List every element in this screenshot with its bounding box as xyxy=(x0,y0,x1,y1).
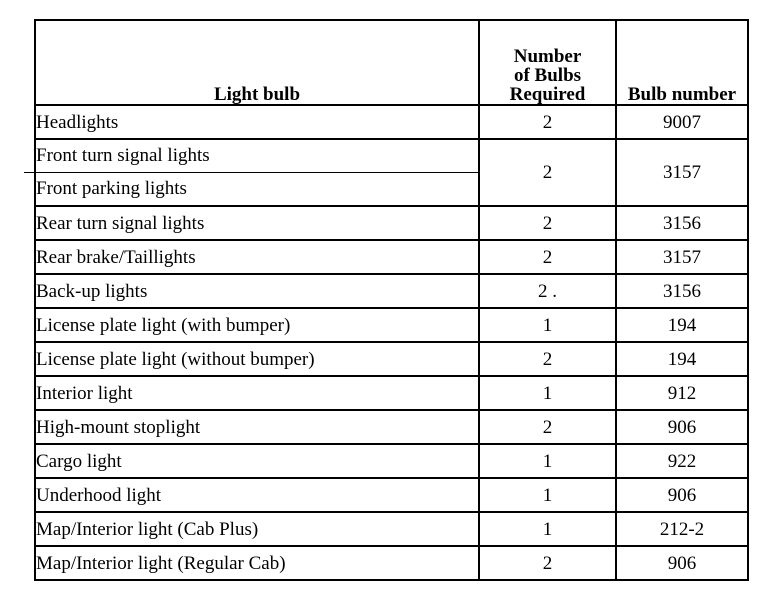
table-row xyxy=(35,444,748,478)
row-bulb-number: 906 xyxy=(616,546,748,580)
row-bulb-number: 194 xyxy=(616,308,748,342)
row-bulb-count: 1 xyxy=(479,512,616,546)
table-row xyxy=(35,410,748,444)
bulb-table xyxy=(34,19,749,581)
row-bulb-number: 3157 xyxy=(616,240,748,274)
row-bulb-count: 1 xyxy=(479,376,616,410)
table-row xyxy=(35,274,748,308)
row-bulb-count: 2 . xyxy=(479,274,616,308)
header-count-line3: Required xyxy=(509,84,586,105)
row-bulb-number: 9007 xyxy=(616,105,748,139)
row-bulb-count: 2 xyxy=(479,206,616,240)
table-row xyxy=(35,478,748,512)
row-light-name: Back-up lights xyxy=(35,274,479,308)
row-light-name: High-mount stoplight xyxy=(35,410,479,444)
table-row xyxy=(35,512,748,546)
row-light-name-merged xyxy=(35,139,479,206)
row-bulb-count: 1 xyxy=(479,478,616,512)
table-row xyxy=(35,240,748,274)
row-bulb-count: 2 xyxy=(479,342,616,376)
row-light-name: Map/Interior light (Cab Plus) xyxy=(35,512,479,546)
row-bulb-number: 212-2 xyxy=(616,512,748,546)
row-bulb-count: 1 xyxy=(479,308,616,342)
table-row xyxy=(35,342,748,376)
row-light-name: Map/Interior light (Regular Cab) xyxy=(35,546,479,580)
row-light-name: Front parking lights xyxy=(24,172,478,205)
header-light-bulb: Light bulb xyxy=(35,20,479,105)
row-bulb-count: 1 xyxy=(479,444,616,478)
table-row xyxy=(35,376,748,410)
row-light-name: License plate light (without bumper) xyxy=(35,342,479,376)
header-row xyxy=(35,20,748,105)
row-light-name: Front turn signal lights xyxy=(36,145,210,166)
table-row xyxy=(35,308,748,342)
row-bulb-count: 2 xyxy=(479,410,616,444)
row-bulb-count: 2 xyxy=(479,105,616,139)
row-bulb-count: 2 xyxy=(479,546,616,580)
row-bulb-number: 3157 xyxy=(616,139,748,206)
header-bulb-number: Bulb number xyxy=(616,20,748,105)
row-bulb-number: 922 xyxy=(616,444,748,478)
table-row xyxy=(35,206,748,240)
row-light-name: Underhood light xyxy=(35,478,479,512)
header-count-line1: Number xyxy=(513,46,582,67)
header-count-line2: of Bulbs xyxy=(513,65,582,86)
table-row xyxy=(35,105,748,139)
row-bulb-count: 2 xyxy=(479,240,616,274)
row-light-name: Cargo light xyxy=(35,444,479,478)
row-bulb-count: 2 xyxy=(479,139,616,206)
row-light-name: Headlights xyxy=(35,105,479,139)
row-bulb-number: 194 xyxy=(616,342,748,376)
row-bulb-number: 906 xyxy=(616,478,748,512)
row-light-name: Rear turn signal lights xyxy=(35,206,479,240)
table-row xyxy=(35,546,748,580)
row-light-name: License plate light (with bumper) xyxy=(35,308,479,342)
row-bulb-number: 3156 xyxy=(616,274,748,308)
row-light-name: Interior light xyxy=(35,376,479,410)
row-bulb-number: 912 xyxy=(616,376,748,410)
header-bulb-count xyxy=(479,20,616,105)
row-bulb-number: 906 xyxy=(616,410,748,444)
row-light-name: Rear brake/Taillights xyxy=(35,240,479,274)
row-bulb-number: 3156 xyxy=(616,206,748,240)
table-row xyxy=(35,139,748,206)
